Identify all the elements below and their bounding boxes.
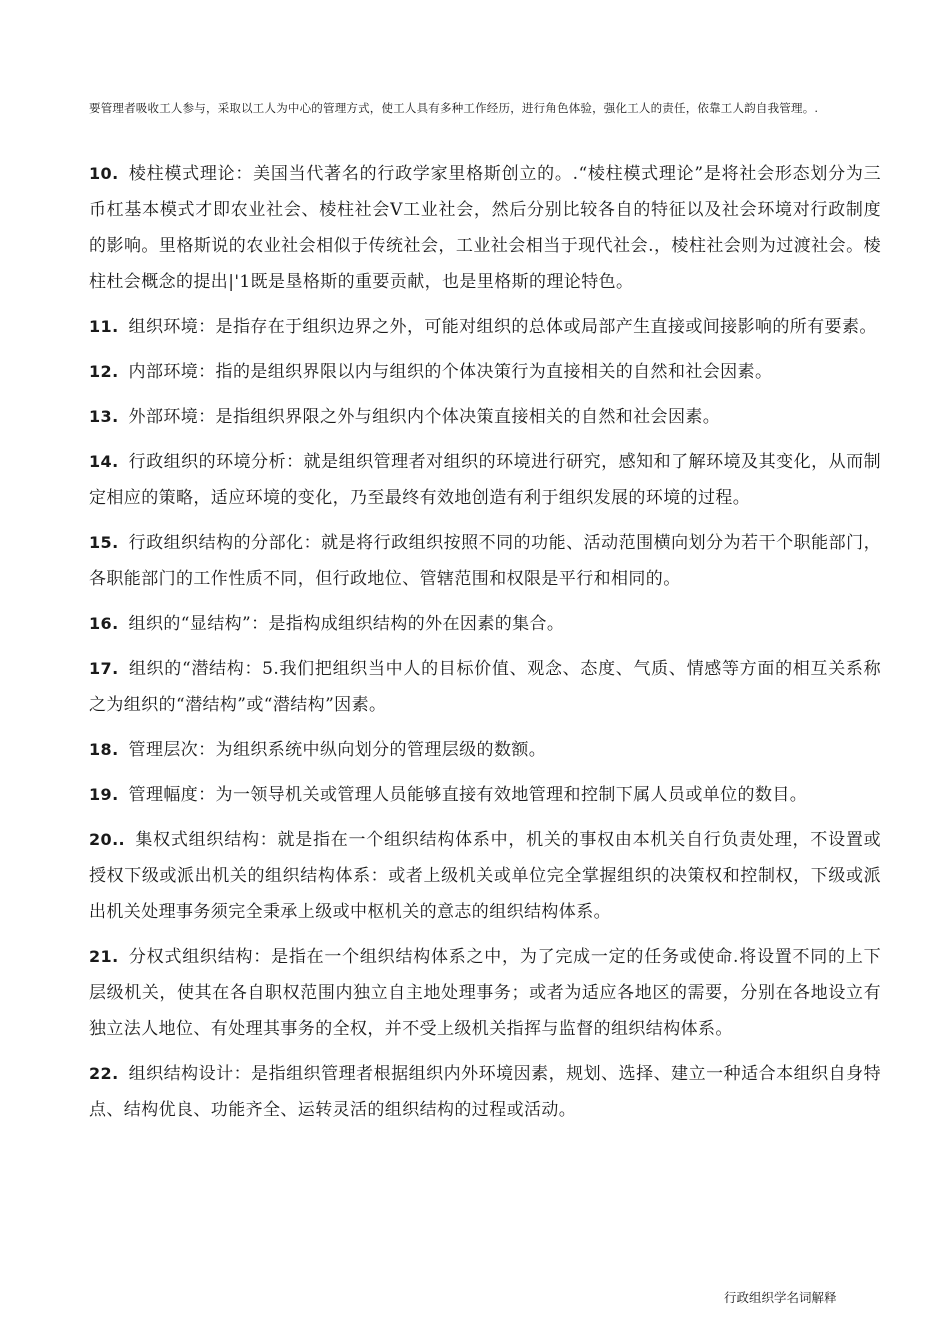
term-definition: 组织环境：是指存在于组织边界之外，可能对组织的总体或局部产生直接或间接影响的所有要素。 — [128, 317, 877, 337]
term-entry — [89, 777, 881, 813]
term-definition: 管理幅度：为一领导机关或管理人员能够直接有效地管理和控制下属人员或单位的数目。 — [128, 785, 808, 805]
term-definition: 组织结构设计：是指组织管理者根据组织内外环境因素，规划、选择、建立一种适合本组织自身特点、结构优良、功能齐全、运转灵活的组织结构的过程或活动。 — [89, 1064, 881, 1120]
term-entry — [89, 399, 881, 435]
term-definition: 行政组织的环境分析：就是组织管理者对组织的环境进行研究，感知和了解环境及其变化，从而制定相应的策略，适应环境的变化，乃至最终有效地创造有利于组织发展的环境的过程。 — [89, 452, 881, 508]
term-definition: 管理层次：为组织系统中纵向划分的管理层级的数额。 — [128, 740, 547, 760]
term-entry — [89, 525, 881, 597]
term-entry — [89, 606, 881, 642]
term-number: 18. — [89, 740, 119, 759]
page-footer-title: 行政组织学名词解释 — [724, 1290, 837, 1305]
term-definition: 棱柱模式理论：美国当代著名的行政学家里格斯创立的。.“棱柱模式理论”是将社会形态划分为三币杠基本模式才即农业社会、棱柱社会V工业社会，然后分别比较各自的特征以及社会环境对行政制度的影响。里格斯说的农业社会相似于传统社会，工业社会相当于现代社会.，棱柱社会则为过渡社会。棱柱杜会概念的提出|'1既是垦格斯的重要贡献，也是里格斯的理论特色。 — [89, 164, 881, 292]
term-definition: 外部环境：是指组织界限之外与组织内个体决策直接相关的自然和社会因素。 — [128, 407, 721, 427]
term-entry — [89, 651, 881, 723]
term-definition: 组织的“显结构”：是指构成组织结构的外在因素的集合。 — [128, 614, 565, 634]
term-definition: 行政组织结构的分部化：就是将行政组织按照不同的功能、活动范围横向划分为若干个职能部门，各职能部门的工作性质不同，但行政地位、管辖范围和权限是平行和相同的。 — [89, 533, 881, 589]
term-number: 12. — [89, 362, 119, 381]
term-entry — [89, 939, 881, 1047]
term-entry — [89, 732, 881, 768]
term-number: 13. — [89, 407, 119, 426]
term-list — [89, 156, 881, 1137]
term-entry — [89, 156, 881, 300]
term-entry — [89, 354, 881, 390]
term-entry — [89, 309, 881, 345]
term-definition: 分权式组织结构：是指在一个组织结构体系之中，为了完成一定的任务或使命.将设置不同的上下层级机关，使其在各自职权范围内独立自主地处理事务；或者为适应各地区的需要，分别在各地设立有独立法人地位、有处理其事务的全权，并不受上级机关指挥与监督的组织结构体系。 — [89, 947, 881, 1039]
term-number: 10. — [89, 164, 119, 183]
term-definition: 内部环境：指的是组织界限以内与组织的个体决策行为直接相关的自然和社会因素。 — [128, 362, 773, 382]
term-definition: 集权式组织结构：就是指在一个组织结构体系中，机关的事权由本机关自行负责处理，不设置或授权下级或派出机关的组织结构体系：或者上级机关或单位完全掌握组织的决策权和控制权，下级或派出机关处理事务须完全秉承上级或中枢机关的意志的组织结构体系。 — [89, 830, 881, 922]
term-number: 17. — [89, 659, 119, 678]
term-number: 19. — [89, 785, 119, 804]
term-entry — [89, 1056, 881, 1128]
term-number: 21. — [89, 947, 119, 966]
term-number: 14. — [89, 452, 119, 471]
intro-paragraph: 要管理者吸收工人参与，采取以工人为中心的管理方式，使工人具有多种工作经历，进行角色体验，强化工人的责任，依靠工人韵自我管理。. — [89, 101, 819, 115]
term-entry — [89, 822, 881, 930]
term-number: 16. — [89, 614, 119, 633]
term-definition: 组织的“潜结构：5.我们把组织当中人的目标价值、观念、态度、气质、情感等方面的相互关系称之为组织的“潜结构”或“潜结构”因素。 — [89, 659, 881, 715]
term-number: 20.. — [89, 830, 126, 849]
term-entry — [89, 444, 881, 516]
term-number: 22. — [89, 1064, 119, 1083]
term-number: 15. — [89, 533, 119, 552]
term-number: 11. — [89, 317, 119, 336]
